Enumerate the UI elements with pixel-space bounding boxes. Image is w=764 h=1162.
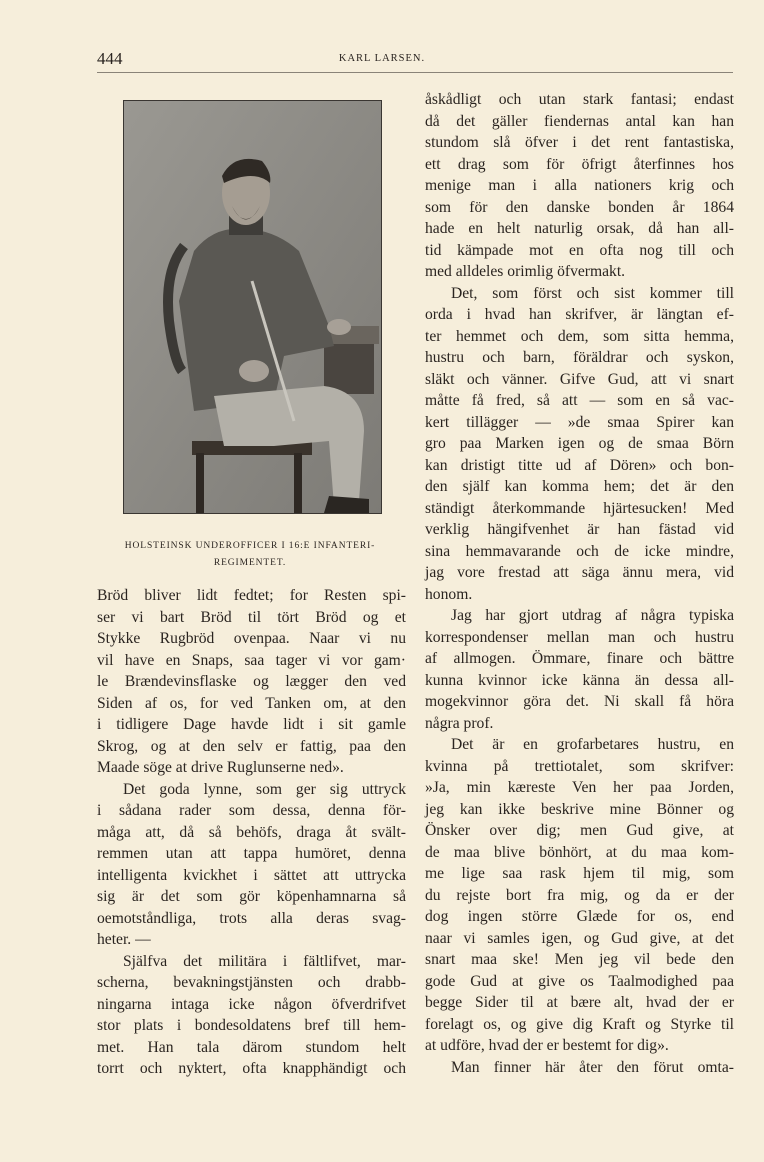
text-line: Bröd bliver lidt fedtet; for Resten spi-	[97, 587, 406, 604]
text-line: heter. —	[97, 931, 151, 948]
text-line: »Ja, min kæreste Ven her paa Jorden,	[425, 779, 734, 796]
text-line: hustru och barn, föräldrar och syskon,	[425, 349, 734, 366]
running-title: KARL LARSEN.	[338, 53, 426, 64]
right-column-text	[425, 89, 734, 1078]
text-line: jeg kan ikke beskrive mine Bönner og	[425, 800, 734, 818]
text-line: Siden af os, for ved Tanken om, at den	[97, 694, 406, 712]
text-line: kvinna på trettiotalet, som skrifver:	[425, 757, 734, 775]
text-line: ter hemmet och dem, som sitta hemma,	[425, 327, 734, 345]
text-line: jag vore frestad att säga ännu mera, vid	[425, 564, 734, 581]
text-line: me lige saa rask hjem til mig, som	[425, 865, 734, 882]
text-line: mogekvinnor göra det. Ni skall få höra	[425, 693, 734, 710]
text-line: orda i hvad han skrifver, är längtan ef-	[425, 306, 734, 323]
text-line: af allmogen. Ömmare, finare och bättre	[425, 650, 734, 667]
text-line: ser vi bart Bröd til tört Bröd og et	[97, 608, 406, 626]
text-line: Det är en grofarbetares hustru, en	[451, 736, 734, 753]
text-line: korrespondenser mellan man och hustru	[425, 628, 734, 646]
text-line: remmen utan att tappa humöret, denna	[97, 845, 406, 862]
text-line: Önsker over dig; men Gud give, at	[425, 822, 734, 839]
text-line: forelagt os, og give dig Kraft og Styrke til	[425, 1015, 734, 1033]
text-line: den själf kan komma hem; det är den	[425, 478, 734, 495]
text-line: ständigt återkommande hjärtesucken! Med	[425, 499, 734, 517]
text-line: dog ingen större Glæde for os, end	[425, 908, 734, 925]
text-line: sina hemmavarande och de icke mindre,	[425, 542, 734, 560]
header-rule	[97, 72, 733, 73]
text-line: Stykke Rugbröd ovenpaa. Naar vi nu	[97, 630, 406, 647]
text-line: släkt och vänner. Gifve Gud, att vi snart	[425, 370, 734, 388]
text-line: måga att, då så behöfs, draga åt svält-	[97, 823, 406, 841]
text-line: kert tillägger — »de smaa Spirer kan	[425, 413, 734, 431]
text-line: scherna, bevakningstjänsten och drabb-	[97, 974, 406, 991]
text-line: åskådligt och utan stark fantasi; endast	[425, 91, 734, 108]
text-line: snart maa ske! Men jeg vil bede den	[425, 951, 734, 968]
text-line: några prof.	[425, 714, 494, 732]
text-line: Jag har gjort utdrag af några typiska	[451, 607, 734, 624]
text-line: stundom slå öfver i det rent fantastiska,	[425, 134, 734, 151]
text-line: gode Gud at give os Taalmodighed paa	[425, 972, 734, 990]
text-line: kan dristigt titte ud af Dören» och bon-	[425, 456, 734, 474]
text-line: stor plats i bondesoldatens bref till hem-	[97, 1017, 406, 1034]
text-line: Man finner här åter den förut omta-	[451, 1058, 734, 1076]
text-line: intelligenta kvickhet i sättet att uttrycka	[97, 866, 406, 884]
text-line: kunna kvinnor icke känna än dessa all-	[425, 671, 734, 689]
text-line: le Brændevinsflaske og lægger den ved	[97, 673, 406, 690]
text-line: du rejste bort fra mig, og da er der	[425, 886, 734, 904]
text-line: Skrog, og at den selv er fattig, paa den	[97, 737, 406, 755]
left-column-text	[97, 585, 406, 1080]
text-line: verklig hängifvenhet är han fästad vid	[425, 521, 734, 538]
text-line: naar vi samles igen, og Gud give, at det	[425, 929, 734, 947]
text-line: Det, som först och sist kommer till	[451, 284, 734, 302]
text-line: måtte få fred, så att — som en så vac-	[425, 392, 734, 409]
caption-line: REGIMENTET.	[213, 558, 287, 568]
text-line: vil have en Snaps, saa tager vi vor gam·	[97, 651, 406, 669]
text-line: ningarna intaga icke någon öfverdrifvet	[97, 995, 406, 1013]
text-line: at udföre, hvad der er bestemt for dig».	[425, 1037, 669, 1054]
seated-soldier-image	[124, 101, 381, 513]
text-line: met. Han tala därom stundom helt	[97, 1038, 406, 1056]
text-line: ett drag som för öfrigt återfinnes hos	[425, 155, 734, 173]
text-line: menige man i alla nationers krig och	[425, 177, 734, 194]
caption-line: HOLSTEINSK UNDEROFFICER I 16:E INFANTERI-	[124, 541, 376, 551]
text-line: med alldeles orimlig öfvermakt.	[425, 263, 626, 280]
text-line: begge Sider til at bære alt, hvad der er	[425, 994, 734, 1011]
text-line: Maade söge at drive Ruglunserne ned».	[97, 759, 344, 776]
text-line: sig är det som gör köpenhamnarna så	[97, 888, 406, 905]
text-line: de maa blive bönhört, at du maa kom-	[425, 843, 734, 861]
page-number: 444	[97, 49, 123, 68]
figure-caption	[100, 538, 400, 572]
text-line: då det gäller fiendernas antal kan han	[425, 112, 734, 130]
text-line: honom.	[425, 585, 473, 603]
text-line: Det goda lynne, som ger sig uttryck	[123, 780, 406, 798]
text-line: tid kämpade mot en ofta nog till och	[425, 241, 734, 259]
text-line: oemotståndliga, trots alla deras svag-	[97, 909, 406, 927]
text-line: hade en helt naturlig orsak, då han all-	[425, 220, 734, 237]
text-line: torrt och nyktert, ofta knapphändigt och	[97, 1060, 406, 1077]
text-line: som för den danske bonden år 1864	[425, 198, 734, 216]
text-line: i sådana rader som dessa, denna för-	[97, 802, 406, 819]
text-line: i tidligere Dage havde lidt i sit gamle	[97, 716, 406, 733]
text-line: Själfva det militära i fältlifvet, mar-	[123, 952, 406, 970]
portrait-photo	[123, 100, 382, 514]
text-line: gro paa Marken igen og de smaa Börn	[425, 435, 734, 452]
